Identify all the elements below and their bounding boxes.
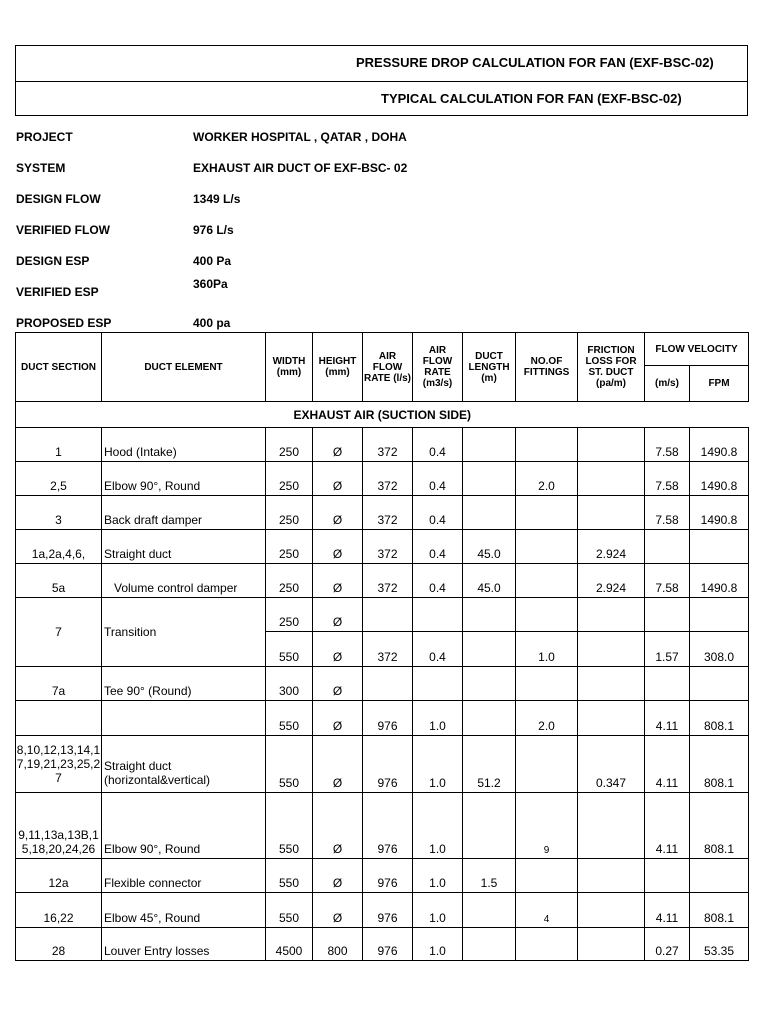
- cell-section: 2,5: [16, 462, 102, 496]
- cell-element: Louver Entry losses: [102, 928, 266, 961]
- cell-width: 250: [266, 564, 313, 598]
- cell-friction: 2.924: [578, 564, 645, 598]
- cell-width: 250: [266, 496, 313, 530]
- cell-flow-ls: 976: [363, 701, 413, 736]
- header-flow-velocity: FLOW VELOCITY: [645, 333, 749, 366]
- cell-fittings: 1.0: [516, 632, 578, 667]
- info-value: 976 L/s: [193, 223, 234, 237]
- cell-height: 800: [313, 928, 363, 961]
- cell-friction: 2.924: [578, 530, 645, 564]
- cell-section: 3: [16, 496, 102, 530]
- cell-flow-m3s: 1.0: [413, 928, 463, 961]
- cell-fittings: [516, 496, 578, 530]
- cell-velocity-fpm: 308.0: [690, 632, 749, 667]
- cell-flow-ls: 372: [363, 462, 413, 496]
- cell-velocity-ms: [645, 859, 690, 893]
- cell-length: [463, 893, 516, 928]
- cell-element: Elbow 90°, Round: [102, 793, 266, 859]
- header-duct-length: DUCT LENGTH (m): [463, 333, 516, 402]
- table-row: [16, 859, 749, 893]
- cell-friction: [578, 701, 645, 736]
- cell-fittings: 2.0: [516, 462, 578, 496]
- cell-width: 550: [266, 793, 313, 859]
- cell-flow-m3s: 0.4: [413, 462, 463, 496]
- cell-element: [102, 701, 266, 736]
- cell-velocity-fpm: 808.1: [690, 736, 749, 793]
- cell-section: [16, 736, 102, 793]
- cell-section: 5a: [16, 564, 102, 598]
- cell-flow-ls: 372: [363, 496, 413, 530]
- cell-flow-ls: 372: [363, 530, 413, 564]
- cell-element: Transition: [102, 598, 266, 667]
- subtitle-row: [15, 81, 748, 116]
- cell-friction: [578, 632, 645, 667]
- cell-flow-m3s: 0.4: [413, 632, 463, 667]
- cell-length: [463, 667, 516, 701]
- table-row: [16, 530, 749, 564]
- cell-element: Volume control damper: [102, 564, 266, 598]
- cell-height: Ø: [313, 462, 363, 496]
- header-fpm: FPM: [690, 366, 749, 402]
- cell-velocity-fpm: 1490.8: [690, 564, 749, 598]
- cell-velocity-fpm: 53.35: [690, 928, 749, 961]
- cell-width: 4500: [266, 928, 313, 961]
- cell-height: Ø: [313, 632, 363, 667]
- cell-height: Ø: [313, 496, 363, 530]
- table-row: [16, 428, 749, 462]
- cell-flow-ls: 372: [363, 632, 413, 667]
- cell-element: Elbow 45°, Round: [102, 893, 266, 928]
- cell-friction: [578, 667, 645, 701]
- info-value: 1349 L/s: [193, 192, 241, 206]
- cell-section: 7a: [16, 667, 102, 701]
- cell-fittings: [516, 667, 578, 701]
- cell-velocity-fpm: [690, 667, 749, 701]
- cell-velocity-fpm: 1490.8: [690, 462, 749, 496]
- table-row: [16, 928, 749, 961]
- cell-height: Ø: [313, 530, 363, 564]
- cell-section: 1: [16, 428, 102, 462]
- cell-flow-ls: 976: [363, 736, 413, 793]
- cell-flow-ls: [363, 598, 413, 632]
- cell-height: Ø: [313, 793, 363, 859]
- info-value: EXHAUST AIR DUCT OF EXF-BSC- 02: [193, 161, 408, 175]
- cell-element: Straight duct: [102, 530, 266, 564]
- cell-length: [463, 598, 516, 632]
- cell-flow-m3s: [413, 667, 463, 701]
- cell-velocity-ms: 4.11: [645, 793, 690, 859]
- cell-velocity-ms: [645, 598, 690, 632]
- cell-width: 300: [266, 667, 313, 701]
- cell-friction: [578, 598, 645, 632]
- table-row: [16, 793, 749, 859]
- cell-length: [463, 793, 516, 859]
- cell-friction: [578, 928, 645, 961]
- cell-length: 45.0: [463, 530, 516, 564]
- cell-flow-ls: 976: [363, 793, 413, 859]
- cell-element: Flexible connector: [102, 859, 266, 893]
- cell-element: Elbow 90°, Round: [102, 462, 266, 496]
- cell-velocity-ms: 0.27: [645, 928, 690, 961]
- cell-length: [463, 496, 516, 530]
- cell-velocity-ms: 1.57: [645, 632, 690, 667]
- page-subtitle: TYPICAL CALCULATION FOR FAN (EXF-BSC-02): [381, 91, 682, 106]
- table-row: [16, 736, 749, 793]
- cell-section: [16, 701, 102, 736]
- cell-velocity-fpm: 808.1: [690, 701, 749, 736]
- header-air-flow-m3s: AIR FLOW RATE (m3/s): [413, 333, 463, 402]
- cell-flow-m3s: 0.4: [413, 496, 463, 530]
- cell-friction: [578, 428, 645, 462]
- cell-section: [16, 793, 102, 859]
- cell-velocity-ms: 4.11: [645, 893, 690, 928]
- cell-section: 1a,2a,4,6,: [16, 530, 102, 564]
- cell-width: 250: [266, 530, 313, 564]
- header-height: HEIGHT (mm): [313, 333, 363, 402]
- cell-width: 250: [266, 462, 313, 496]
- cell-height: Ø: [313, 667, 363, 701]
- cell-width: 550: [266, 632, 313, 667]
- cell-length: [463, 701, 516, 736]
- cell-fittings: [516, 530, 578, 564]
- cell-section: 7: [16, 598, 102, 667]
- cell-flow-ls: [363, 667, 413, 701]
- table-row: [16, 496, 749, 530]
- cell-velocity-fpm: 1490.8: [690, 496, 749, 530]
- cell-length: 45.0: [463, 564, 516, 598]
- cell-velocity-fpm: [690, 598, 749, 632]
- cell-flow-ls: 372: [363, 564, 413, 598]
- table-row: [16, 667, 749, 701]
- info-label: PROJECT: [16, 130, 73, 144]
- cell-flow-ls: 976: [363, 893, 413, 928]
- cell-flow-m3s: 0.4: [413, 428, 463, 462]
- cell-velocity-ms: 7.58: [645, 462, 690, 496]
- cell-flow-m3s: 0.4: [413, 530, 463, 564]
- cell-height: Ø: [313, 428, 363, 462]
- cell-friction: [578, 793, 645, 859]
- cell-friction: [578, 859, 645, 893]
- cell-height: Ø: [313, 736, 363, 793]
- cell-velocity-fpm: 808.1: [690, 893, 749, 928]
- cell-width: 550: [266, 736, 313, 793]
- cell-fittings: 4: [516, 893, 578, 928]
- cell-friction: [578, 893, 645, 928]
- table-row: [16, 701, 749, 736]
- cell-velocity-ms: 7.58: [645, 496, 690, 530]
- cell-length: 1.5: [463, 859, 516, 893]
- cell-fittings: [516, 859, 578, 893]
- info-value: 400 pa: [193, 316, 231, 330]
- cell-velocity-fpm: 808.1: [690, 793, 749, 859]
- header-row: [16, 333, 749, 366]
- cell-section: 28: [16, 928, 102, 961]
- section-label: EXHAUST AIR (SUCTION SIDE): [16, 402, 749, 428]
- info-label: PROPOSED ESP: [16, 316, 112, 330]
- cell-velocity-ms: 7.58: [645, 428, 690, 462]
- cell-height: Ø: [313, 701, 363, 736]
- cell-length: [463, 462, 516, 496]
- cell-height: Ø: [313, 893, 363, 928]
- cell-velocity-ms: [645, 667, 690, 701]
- info-label: DESIGN FLOW: [16, 192, 101, 206]
- cell-fittings: [516, 736, 578, 793]
- cell-width: 550: [266, 893, 313, 928]
- cell-velocity-ms: 4.11: [645, 736, 690, 793]
- cell-width: 550: [266, 701, 313, 736]
- cell-velocity-fpm: 1490.8: [690, 428, 749, 462]
- cell-flow-m3s: 1.0: [413, 701, 463, 736]
- cell-velocity-fpm: [690, 859, 749, 893]
- table-row: [16, 893, 749, 928]
- cell-width: 250: [266, 598, 313, 632]
- cell-flow-ls: 976: [363, 859, 413, 893]
- info-label: VERIFIED FLOW: [16, 223, 110, 237]
- cell-element: Tee 90° (Round): [102, 667, 266, 701]
- cell-height: Ø: [313, 859, 363, 893]
- cell-flow-m3s: 1.0: [413, 793, 463, 859]
- info-label: VERIFIED ESP: [16, 285, 99, 299]
- cell-fittings: 2.0: [516, 701, 578, 736]
- cell-friction: [578, 462, 645, 496]
- cell-section: 12a: [16, 859, 102, 893]
- info-value: 360Pa: [193, 277, 228, 291]
- cell-section-text: 9,11,13a,13B,15,18,20,24,26: [18, 828, 99, 856]
- header-duct-section: DUCT SECTION: [16, 333, 102, 402]
- cell-length: [463, 928, 516, 961]
- section-row: [16, 402, 749, 428]
- header-width: WIDTH (mm): [266, 333, 313, 402]
- page-title: PRESSURE DROP CALCULATION FOR FAN (EXF-BSC-02): [356, 55, 714, 70]
- cell-flow-ls: 976: [363, 928, 413, 961]
- info-value: WORKER HOSPITAL , QATAR , DOHA: [193, 130, 407, 144]
- cell-element: Straight duct (horizontal&vertical): [102, 736, 266, 793]
- header-ms: (m/s): [645, 366, 690, 402]
- cell-flow-ls: 372: [363, 428, 413, 462]
- cell-length: 51.2: [463, 736, 516, 793]
- header-duct-element: DUCT ELEMENT: [102, 333, 266, 402]
- title-row: [15, 45, 748, 81]
- header-friction-loss: FRICTION LOSS FOR ST. DUCT (pa/m): [578, 333, 645, 402]
- cell-flow-m3s: 1.0: [413, 736, 463, 793]
- info-value: 400 Pa: [193, 254, 232, 268]
- cell-friction: 0.347: [578, 736, 645, 793]
- cell-fittings: 9: [516, 793, 578, 859]
- cell-velocity-ms: 4.11: [645, 701, 690, 736]
- cell-element: Hood (Intake): [102, 428, 266, 462]
- cell-flow-m3s: 1.0: [413, 893, 463, 928]
- cell-velocity-ms: [645, 530, 690, 564]
- cell-section-text: 8,10,12,13,14,17,19,21,23,25,27: [16, 743, 101, 785]
- header-air-flow-ls: AIR FLOW RATE (l/s): [363, 333, 413, 402]
- cell-length: [463, 428, 516, 462]
- cell-fittings: [516, 564, 578, 598]
- header-fittings: NO.OF FITTINGS: [516, 333, 578, 402]
- cell-height: Ø: [313, 598, 363, 632]
- cell-section: 16,22: [16, 893, 102, 928]
- info-label: SYSTEM: [16, 161, 66, 175]
- info-label: DESIGN ESP: [16, 254, 90, 268]
- cell-flow-m3s: 1.0: [413, 859, 463, 893]
- cell-height: Ø: [313, 564, 363, 598]
- table-row: [16, 598, 749, 632]
- calculation-table: [15, 332, 749, 961]
- table-row: [16, 462, 749, 496]
- cell-length: [463, 632, 516, 667]
- cell-velocity-fpm: [690, 530, 749, 564]
- cell-element: Back draft damper: [102, 496, 266, 530]
- cell-width: 550: [266, 859, 313, 893]
- cell-fittings: [516, 598, 578, 632]
- cell-flow-m3s: 0.4: [413, 564, 463, 598]
- cell-flow-m3s: [413, 598, 463, 632]
- cell-velocity-ms: 7.58: [645, 564, 690, 598]
- cell-fittings: [516, 428, 578, 462]
- table-row: [16, 564, 749, 598]
- cell-width: 250: [266, 428, 313, 462]
- cell-friction: [578, 496, 645, 530]
- cell-fittings: [516, 928, 578, 961]
